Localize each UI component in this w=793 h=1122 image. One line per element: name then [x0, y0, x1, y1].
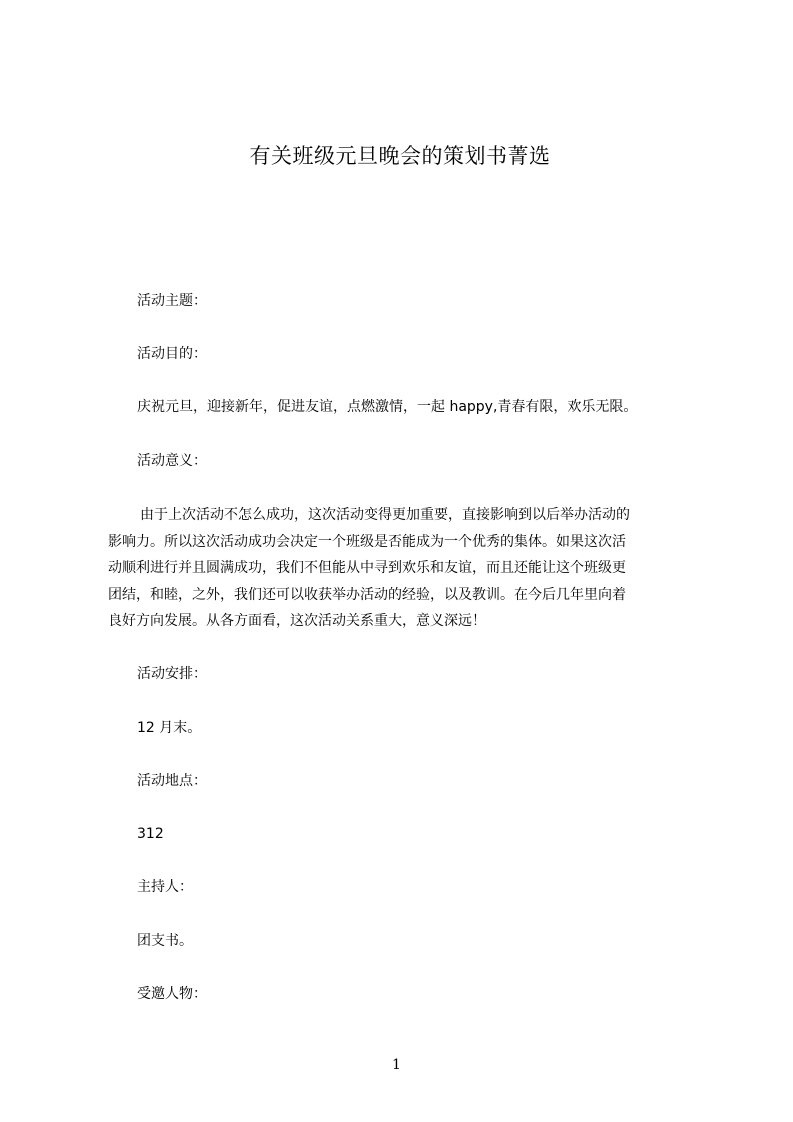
- document-title: 有关班级元旦晚会的策划书菁选: [249, 144, 551, 168]
- meaning-paragraph: [108, 502, 700, 635]
- arrangement-label: 活动安排：: [137, 666, 207, 682]
- purpose-label: 活动目的：: [137, 346, 207, 362]
- purpose-text: 庆祝元旦，迎接新年，促进友谊，点燃激情，一起 happy,青春有限，欢乐无限。: [137, 399, 638, 415]
- meaning-line-3: 动顺利进行并且圆满成功，我们不但能从中寻到欢乐和友谊，而且还能让这个班级更: [108, 560, 626, 576]
- host-label: 主持人：: [137, 879, 193, 895]
- theme-label: 活动主题：: [137, 293, 207, 309]
- guests-label: 受邀人物：: [137, 986, 207, 1002]
- page-number: 1: [392, 1057, 401, 1073]
- meaning-line-5: 良好方向发展。从各方面看，这次活动关系重大，意义深远！: [108, 613, 486, 629]
- meaning-line-4: 团结，和睦，之外，我们还可以收获举办活动的经验，以及教训。在今后几年里向着: [108, 586, 626, 603]
- meaning-line-2: 影响力。所以这次活动成功会决定一个班级是否能成为一个优秀的集体。如果这次活: [108, 533, 626, 550]
- host-text: 团支书。: [137, 933, 193, 949]
- location-text: 312: [137, 826, 164, 842]
- meaning-label: 活动意义：: [137, 453, 207, 469]
- meaning-line-1: 由于上次活动不怎么成功，这次活动变得更加重要，直接影响到以后举办活动的: [140, 507, 630, 523]
- arrangement-text: 12 月末。: [137, 720, 202, 736]
- location-label: 活动地点：: [137, 773, 207, 789]
